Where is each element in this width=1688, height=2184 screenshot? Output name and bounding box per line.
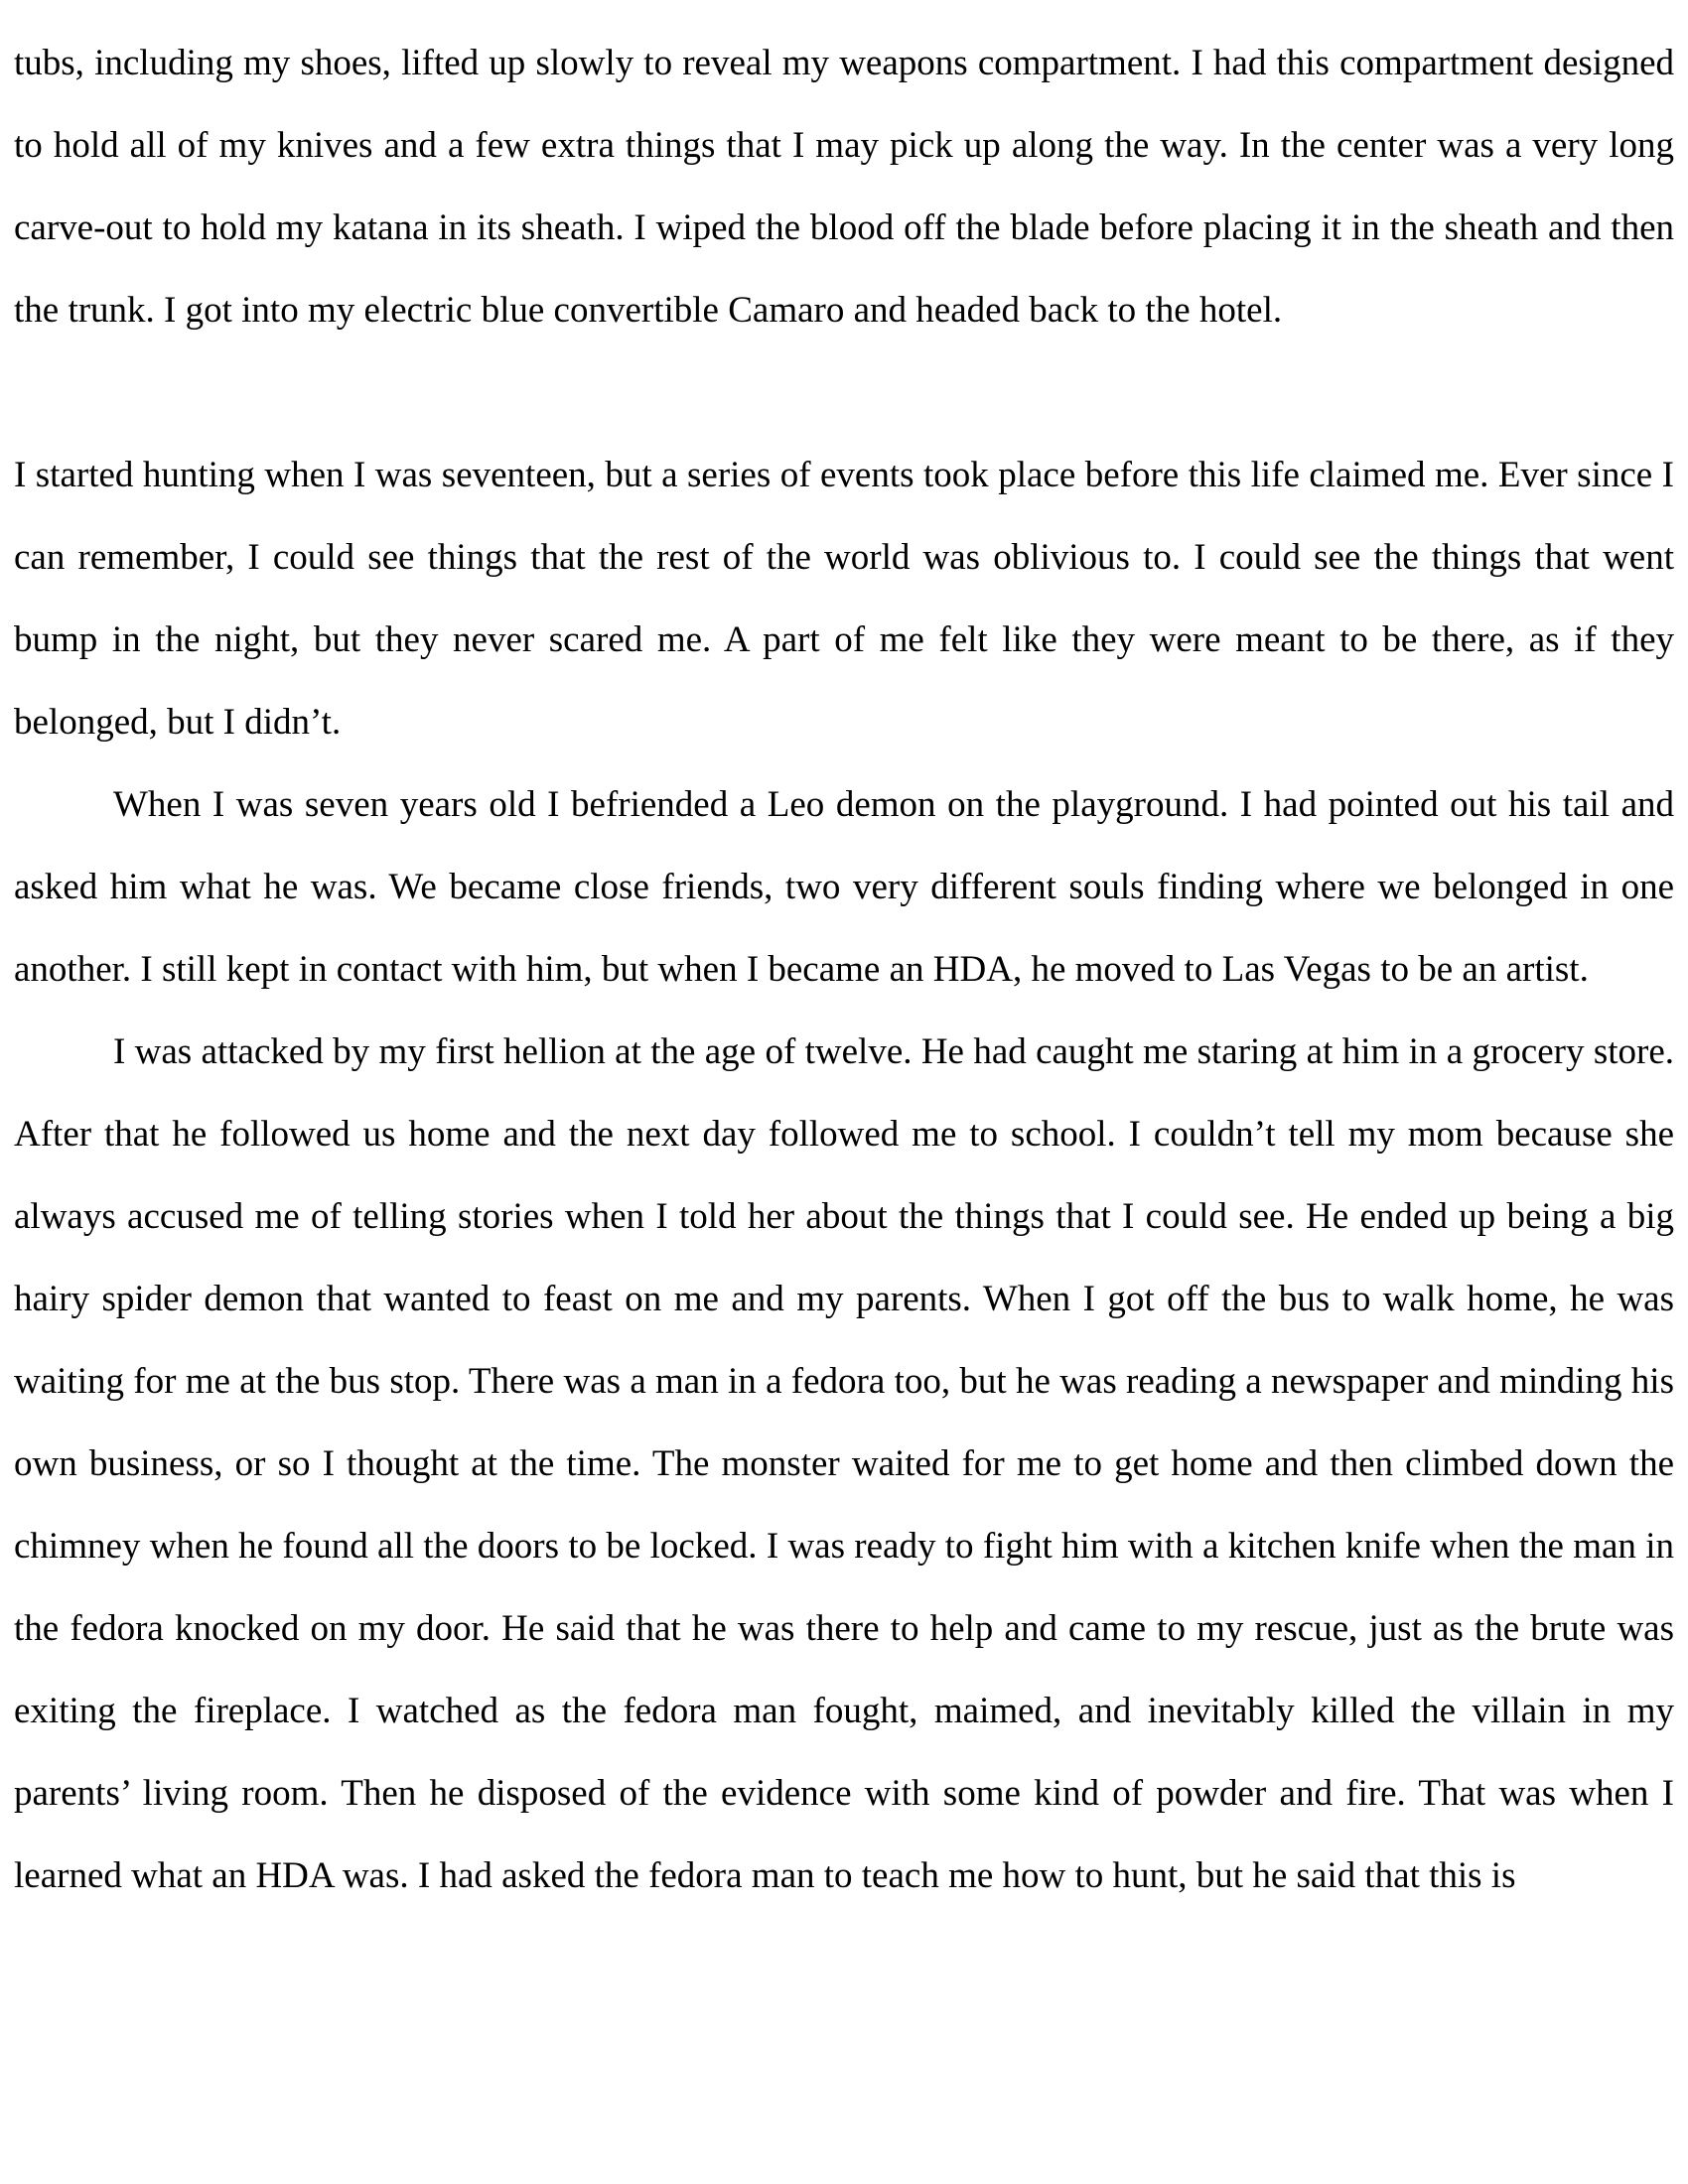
paragraph-4: I was attacked by my first hellion at the age of twelve. He had caught me staring at him in a grocery store. After that he followed us home and the next day followed me to school. I couldn’t tell my mom because she always accused me of telling stories when I told her about the things that I could see. He ended up being a big hairy spider demon that wanted to feast on me and my parents. When I got off the bus to walk home, he was waiting for me at the bus stop. There was a man in a fedora too, but he was reading a newspaper and minding his own business, or so I thought at the time. The monster waited for me to get home and then climbed down the chimney when he found all the doors to be locked. I was ready to fight him with a kitchen knife when the man in the fedora knocked on my door. He said that he was there to help and came to my rescue, just as the brute was exiting the fireplace. I watched as the fedora man fought, maimed, and inevitably killed the villain in my parents’ living room. Then he disposed of the evidence with some kind of powder and fire. That was when I learned what an HDA was. I had asked the fedora man to teach me how to hunt, but he said that this is (14, 1031, 1674, 1896)
document-page (14, 22, 1674, 1917)
paragraph-3: When I was seven years old I befriended a Leo demon on the playground. I had pointed out his tail and asked him what he was. We became close friends, two very different souls finding where we belonged in one another. I still kept in contact with him, but when I became an HDA, he moved to Las Vegas to be an artist. (14, 784, 1674, 990)
paragraph-gap (14, 351, 1674, 434)
paragraph-1: tubs, including my shoes, lifted up slowly to reveal my weapons compartment. I had this compartment designed to hold all of my knives and a few extra things that I may pick up along the way. In the center was a very long carve-out to hold my katana in its sheath. I wiped the blood off the blade before placing it in the sheath and then the trunk. I got into my electric blue convertible Camaro and headed back to the hotel. (14, 43, 1674, 331)
paragraph-2: I started hunting when I was seventeen, but a series of events took place before this life claimed me. Ever since I can remember, I could see things that the rest of the world was oblivious to. I could see the things that went bump in the night, but they never scared me. A part of me felt like they were meant to be there, as if they belonged, but I didn’t. (14, 455, 1674, 743)
